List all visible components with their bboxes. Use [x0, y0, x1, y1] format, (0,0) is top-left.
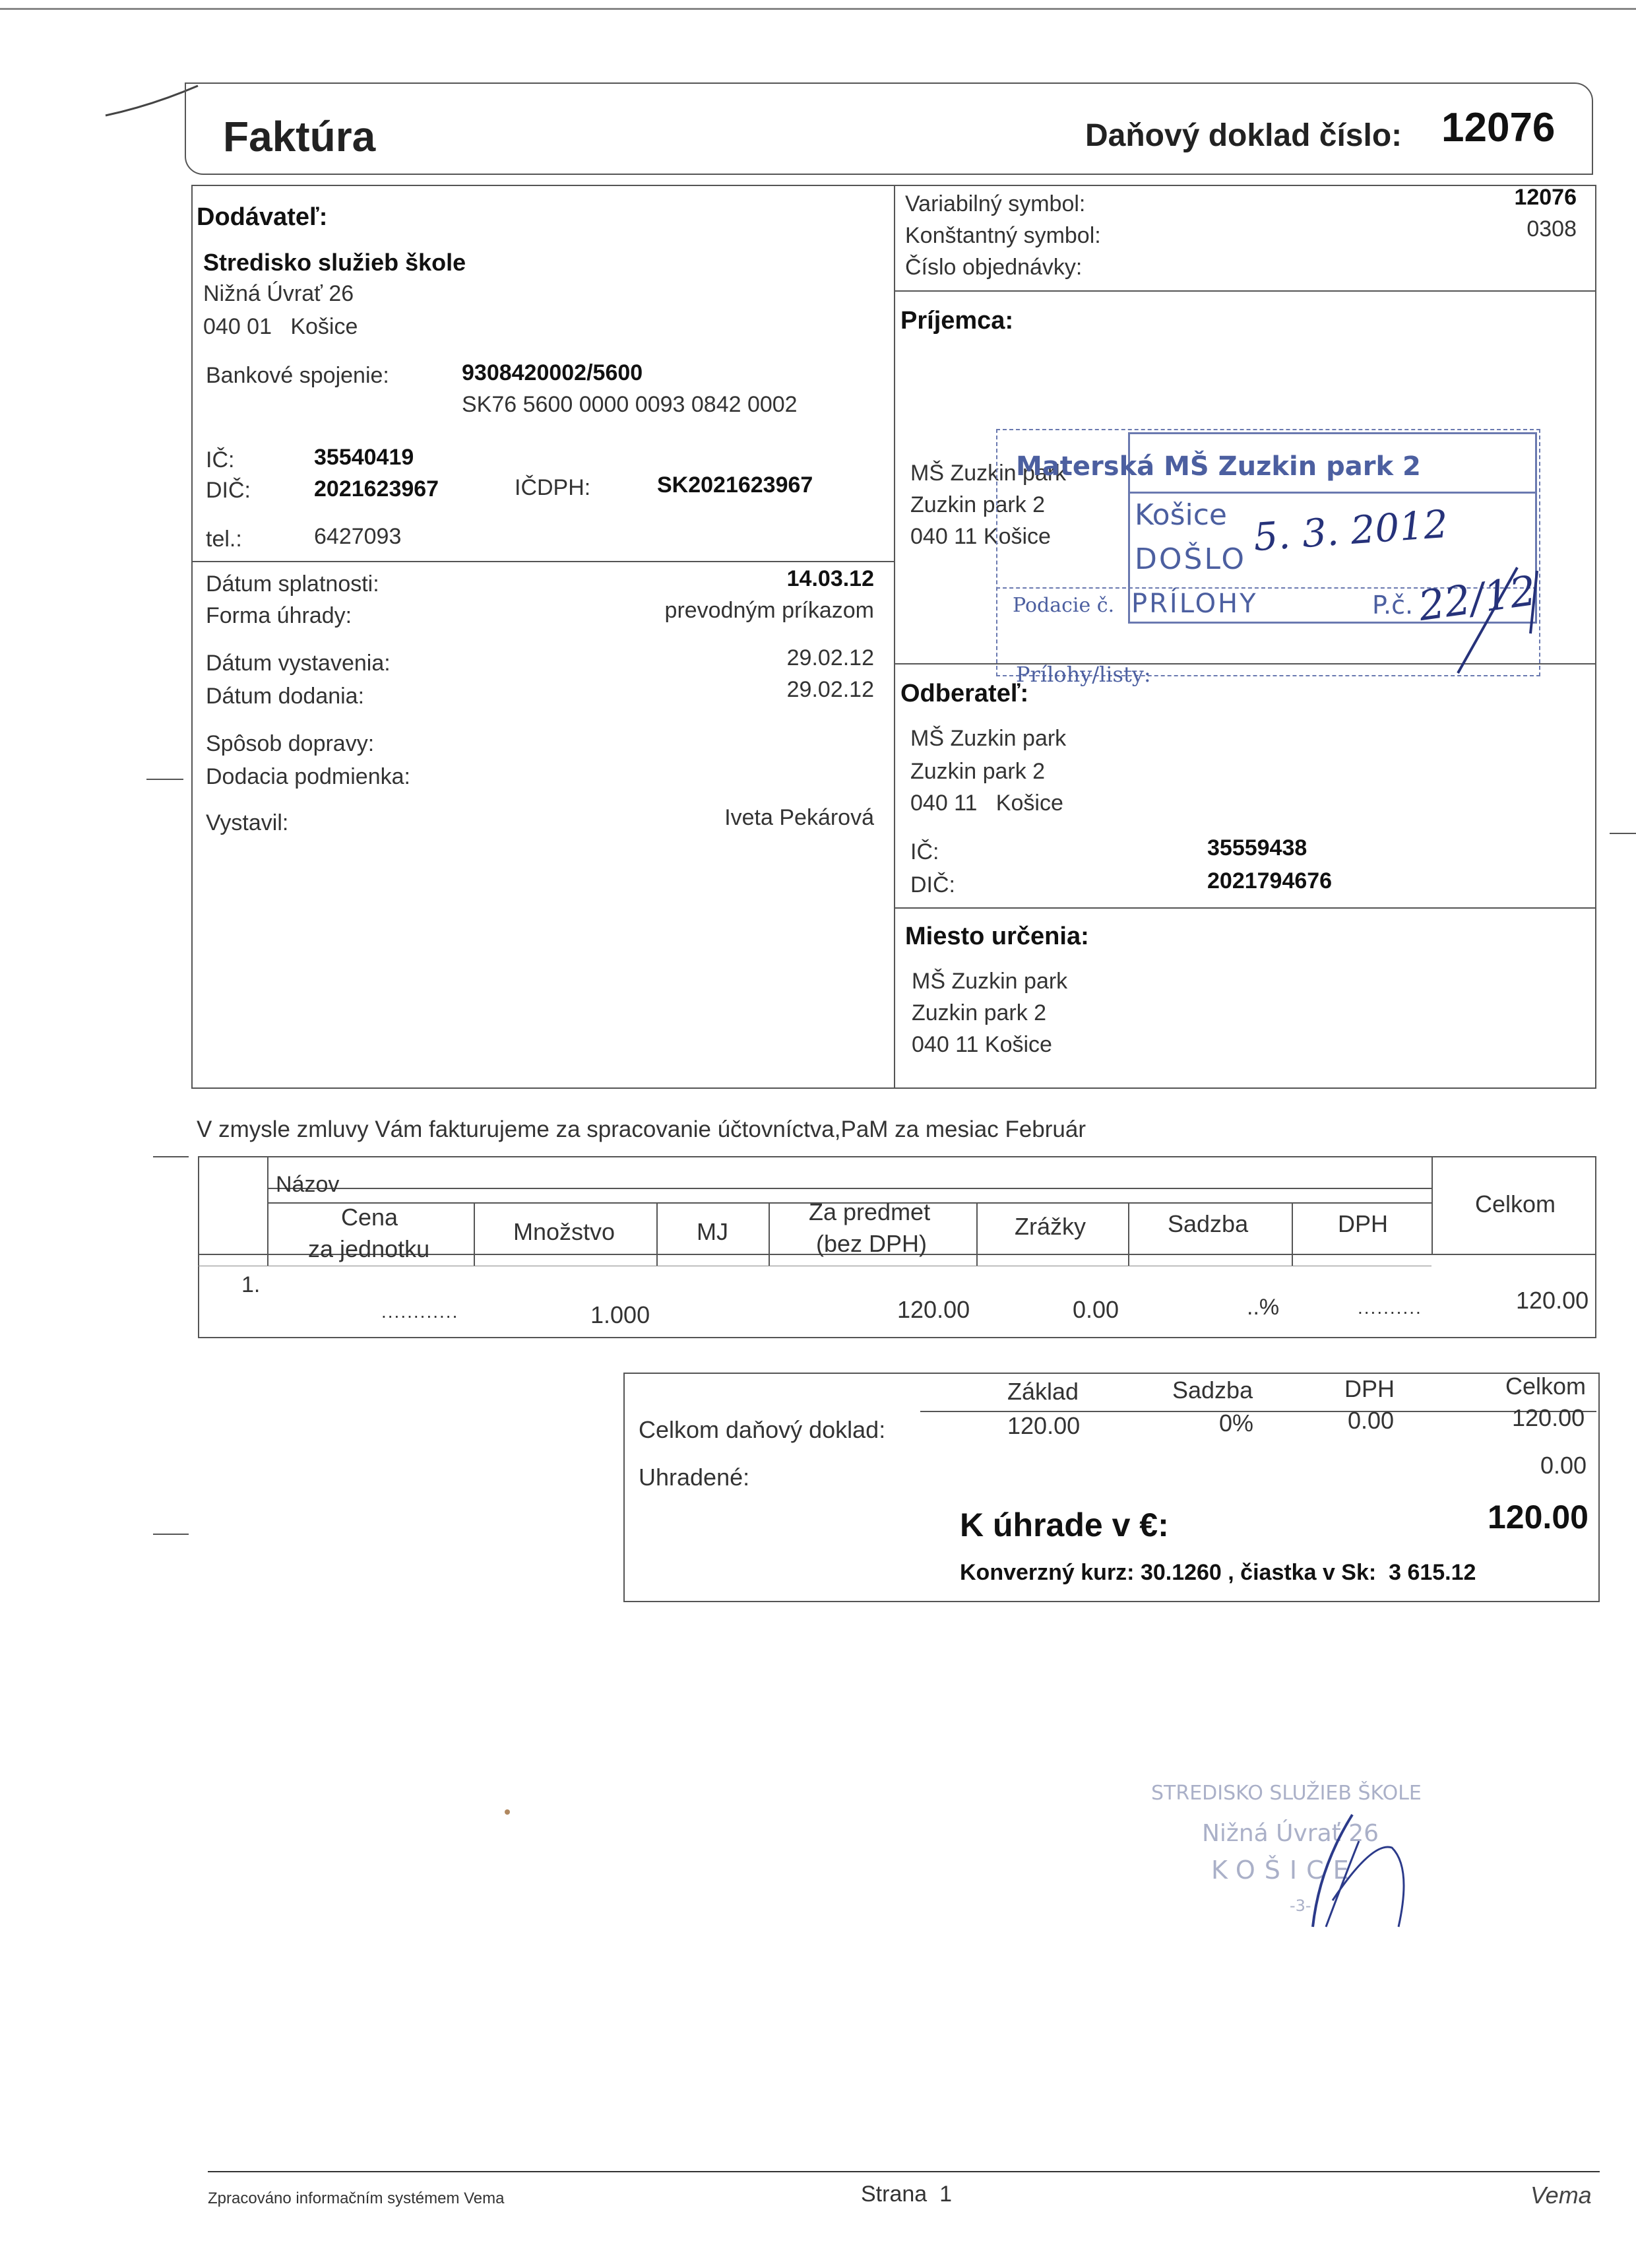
items-col-sep-3	[769, 1202, 770, 1266]
customer-heading: Odberateľ:	[900, 680, 1029, 707]
ks-value: 0308	[1526, 216, 1577, 242]
destination-line2: Zuzkin park 2	[912, 1000, 1047, 1025]
handwritten-number: 22/12	[1415, 566, 1539, 631]
row-no: 1.	[241, 1272, 261, 1297]
invoice-title: Faktúra	[223, 113, 376, 160]
transport-label: Spôsob dopravy:	[206, 731, 375, 756]
items-total-col	[1432, 1156, 1433, 1255]
company-stamp-line3: KOŠICE	[1211, 1856, 1358, 1885]
company-stamp-line1: STREDISKO SLUŽIEB ŠKOLE	[1151, 1782, 1422, 1805]
summary-paid-label: Uhradené:	[639, 1464, 750, 1491]
delivery-label: Dátum dodania:	[206, 684, 365, 709]
supplier-dic: 2021623967	[314, 476, 439, 502]
margin-mark-3	[153, 1534, 189, 1535]
supplier-ico-label: IČ:	[206, 447, 235, 472]
margin-mark-4	[1610, 833, 1636, 834]
signature	[1253, 1801, 1432, 1940]
stamp-rule-1	[1128, 492, 1537, 494]
vs-label: Variabilný symbol:	[905, 191, 1086, 216]
margin-mark-2	[153, 1156, 189, 1157]
summary-paid: 0.00	[1540, 1452, 1587, 1479]
items-col-sep-1	[474, 1202, 475, 1266]
summary-col-total: Celkom	[1505, 1373, 1587, 1400]
destination-line1: MŠ Zuzkin park	[912, 969, 1068, 994]
col-vat: DPH	[1338, 1210, 1389, 1237]
supplier-ico: 35540419	[314, 445, 414, 470]
summary-total: 120.00	[1512, 1404, 1585, 1431]
stamp-pc: P.č.	[1372, 591, 1414, 620]
col-net-1: Za predmet	[809, 1198, 931, 1225]
amount-due-label: K úhrade v €:	[960, 1507, 1169, 1543]
col-unit-price-2: za jednotku	[308, 1235, 430, 1262]
method-label: Forma úhrady:	[206, 603, 352, 628]
destination-line3: 040 11 Košice	[912, 1032, 1052, 1057]
customer-ico-label: IČ:	[910, 839, 939, 864]
stamp-prilohy-listy: Prílohy/listy:	[1016, 662, 1151, 687]
items-col-sep-2	[656, 1202, 658, 1266]
delivery-value: 29.02.12	[786, 677, 874, 702]
stamp-line1: Materská MŠ Zuzkin park 2	[1016, 451, 1421, 482]
icdph: SK2021623967	[657, 472, 813, 498]
supplier-name: Stredisko služieb škole	[203, 249, 466, 276]
due-label: Dátum splatnosti:	[206, 571, 379, 597]
col-net-2: (bez DPH)	[816, 1230, 928, 1257]
summary-col-rate: Sadzba	[1172, 1377, 1253, 1404]
handwritten-strokes	[1438, 554, 1557, 686]
items-no-col	[267, 1156, 268, 1266]
row-vat: ..........	[1358, 1297, 1422, 1318]
issued-by-label: Vystavil:	[206, 810, 289, 835]
handwritten-date: 5. 3. 2012	[1251, 501, 1450, 560]
summary-rate: 0%	[1219, 1409, 1254, 1437]
supplier-bottom-line	[191, 561, 894, 562]
summary-vat: 0.00	[1348, 1407, 1395, 1434]
issued-by-value: Iveta Pekárová	[724, 805, 874, 830]
col-rate: Sadzba	[1168, 1210, 1249, 1237]
col-name: Názov	[276, 1172, 340, 1197]
tel: 6427093	[314, 524, 402, 549]
col-unit: MJ	[697, 1218, 728, 1245]
tax-doc-number: 12076	[1441, 105, 1556, 150]
items-col-sep-6	[1292, 1202, 1293, 1266]
symbols-bottom-line	[894, 290, 1596, 292]
recipient-heading: Príjemca:	[900, 307, 1014, 335]
vema-logo: Vema	[1530, 2182, 1592, 2209]
issue-value: 29.02.12	[786, 645, 874, 670]
recipient-line3: 040 11 Košice	[910, 524, 1051, 549]
stamp-podacie: Podacie č.	[1013, 594, 1115, 617]
col-quantity: Množstvo	[513, 1218, 615, 1245]
summary-col-vat: DPH	[1344, 1375, 1395, 1402]
row-rate: ..%	[1247, 1295, 1280, 1320]
conversion-rate: Konverzný kurz: 30.1260 , čiastka v Sk: 3 615.12	[960, 1560, 1476, 1585]
col-total: Celkom	[1475, 1190, 1556, 1217]
iban: SK76 5600 0000 0093 0842 0002	[462, 392, 798, 417]
row-quantity: 1.000	[590, 1301, 650, 1328]
stamp-doslo: DOŠLO	[1135, 542, 1247, 576]
footer-left: Zpracováno informačním systémem Vema	[208, 2189, 505, 2207]
supplier-heading: Dodávateľ:	[197, 203, 328, 231]
info-divider	[894, 185, 895, 1089]
company-stamp-line2: Nižná Úvrať 26	[1202, 1820, 1379, 1847]
items-col-sep-5	[1128, 1202, 1129, 1266]
bank-label: Bankové spojenie:	[206, 363, 389, 388]
margin-mark-1	[146, 779, 183, 780]
col-discount: Zrážky	[1015, 1213, 1086, 1240]
summary-total-label: Celkom daňový doklad:	[639, 1416, 886, 1443]
company-stamp-line4: -3-	[1290, 1896, 1311, 1915]
footer-line	[208, 2171, 1600, 2172]
customer-line1: MŠ Zuzkin park	[910, 726, 1067, 751]
items-name-line	[267, 1188, 1432, 1189]
row-net: 120.00	[897, 1296, 970, 1323]
summary-base: 120.00	[1007, 1412, 1081, 1439]
supplier-dic-label: DIČ:	[206, 478, 251, 503]
summary-col-base: Základ	[1007, 1378, 1079, 1405]
customer-bottom-line	[894, 907, 1596, 909]
items-col-sep-4	[976, 1202, 978, 1266]
recipient-line1: MŠ Zuzkin park	[910, 461, 1067, 486]
order-label: Číslo objednávky:	[905, 255, 1083, 280]
row-discount: 0.00	[1073, 1296, 1119, 1323]
intro-text: V zmysle zmluvy Vám fakturujeme za spracovanie účtovníctva,PaM za mesiac Február	[197, 1117, 1086, 1142]
row-total: 120.00	[1516, 1287, 1589, 1314]
customer-line2: Zuzkin park 2	[910, 759, 1046, 784]
speck	[505, 1809, 510, 1815]
method-value: prevodným príkazom	[664, 598, 874, 623]
scan-top-edge	[0, 8, 1636, 10]
icdph-label: IČDPH:	[515, 475, 591, 500]
customer-line3: 040 11 Košice	[910, 791, 1063, 816]
stamp-city: Košice	[1135, 498, 1227, 532]
bank-account: 9308420002/5600	[462, 360, 643, 385]
col-unit-price-1: Cena	[341, 1204, 398, 1231]
customer-dic: 2021794676	[1207, 868, 1333, 893]
recipient-line2: Zuzkin park 2	[910, 492, 1046, 517]
terms-label: Dodacia podmienka:	[206, 764, 410, 789]
destination-heading: Miesto určenia:	[905, 923, 1089, 950]
row-unit-price: ............	[381, 1301, 459, 1322]
supplier-street: Nižná Úvrať 26	[203, 281, 354, 306]
due-value: 14.03.12	[786, 566, 874, 591]
ks-label: Konštantný symbol:	[905, 223, 1101, 248]
tax-doc-label: Daňový doklad číslo:	[1085, 118, 1402, 153]
supplier-city: 040 01 Košice	[203, 314, 358, 339]
vs-value: 12076	[1514, 185, 1577, 210]
amount-due: 120.00	[1488, 1499, 1589, 1536]
customer-ico: 35559438	[1207, 835, 1307, 860]
customer-dic-label: DIČ:	[910, 872, 955, 897]
stamp-prilohy: PRÍLOHY	[1131, 589, 1258, 619]
footer-page: Strana 1	[861, 2182, 952, 2207]
issue-label: Dátum vystavenia:	[206, 651, 391, 676]
tel-label: tel.:	[206, 527, 242, 552]
